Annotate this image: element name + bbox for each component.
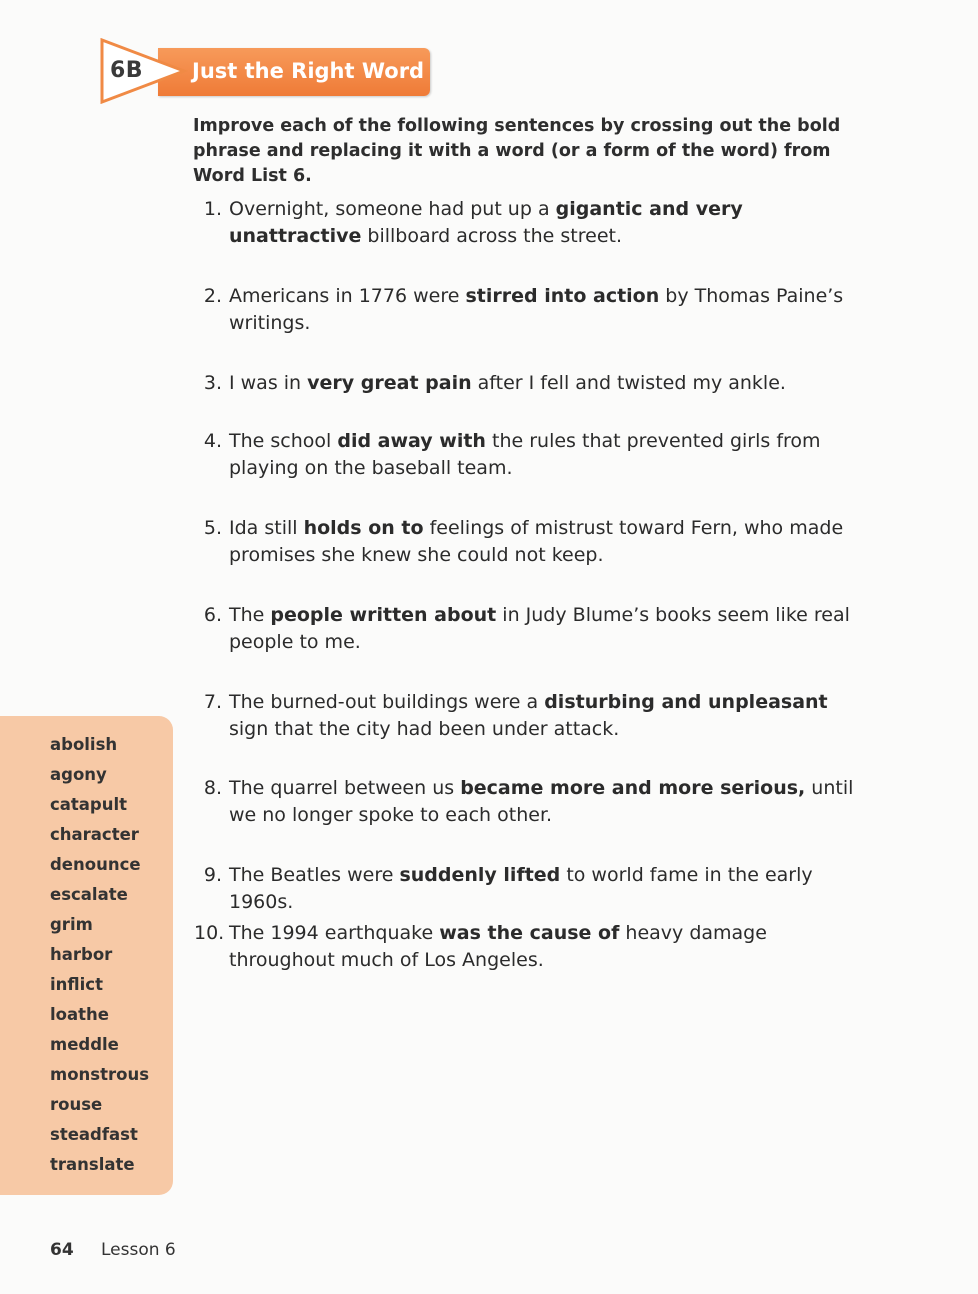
sentence-end: the rules that prevented girls from playing on the baseball team. (229, 430, 821, 479)
word-list-item: steadfast (50, 1125, 138, 1144)
sentence-start: Ida still (229, 517, 304, 539)
sentence-end: billboard across the street. (361, 225, 622, 247)
word-list-item: agony (50, 765, 107, 784)
sentence-start: The quarrel between us (229, 777, 461, 799)
bold-phrase: very great pain (307, 372, 472, 394)
sentence-start: The Beatles were (229, 864, 400, 886)
section-number: 6B (110, 58, 144, 83)
lesson-label: Lesson 6 (101, 1240, 176, 1260)
word-list-item: escalate (50, 885, 128, 904)
item-number: 1. (203, 198, 222, 220)
sentence-start: The 1994 earthquake (229, 922, 440, 944)
sentence-start: I was in (229, 372, 308, 394)
word-list-item: loathe (50, 1005, 109, 1024)
item-number: 3. (203, 372, 222, 394)
sentence-end: sign that the city had been under attack. (229, 718, 620, 740)
bold-phrase: stirred into action (465, 285, 660, 307)
bold-phrase: was the cause of (439, 922, 620, 944)
word-list-item: denounce (50, 855, 141, 874)
item-sentence (229, 196, 869, 250)
word-list-item: abolish (50, 735, 118, 754)
word-list-item: character (50, 825, 139, 844)
page-number: 64 (50, 1240, 74, 1260)
bold-phrase: gigantic and very unattractive (229, 198, 743, 247)
instructions: Improve each of the following sentences by crossing out the bold phrase and replacing it with a word (or a form of the word) from Word List 6. (193, 116, 841, 186)
item-sentence (229, 689, 869, 743)
word-list-item: harbor (50, 945, 113, 964)
section-banner (100, 38, 432, 104)
item-number: 7. (203, 691, 222, 713)
bold-phrase: disturbing and unpleasant (544, 691, 828, 713)
section-title: Just the Right Word (192, 59, 425, 83)
sentence-end: after I fell and twisted my ankle. (471, 372, 786, 394)
sentence-end: heavy damage throughout much of Los Angeles. (229, 922, 767, 971)
word-list-item: catapult (50, 795, 128, 814)
sentence-end: in Judy Blume’s books seem like real people to me. (229, 604, 850, 653)
sentence-start: Americans in 1776 were (229, 285, 466, 307)
item-number: 2. (203, 285, 222, 307)
item-sentence (229, 515, 869, 569)
sentence-start: The (229, 604, 271, 626)
item-sentence (229, 862, 869, 916)
item-sentence (229, 920, 869, 974)
item-number: 9. (203, 864, 222, 886)
item-number: 8. (203, 777, 222, 799)
word-list-item: inflict (50, 975, 103, 994)
bold-phrase: did away with (337, 430, 486, 452)
word-list-item: grim (50, 915, 93, 934)
sentence-end: feelings of mistrust toward Fern, who made promises she knew she could not keep. (229, 517, 844, 566)
sentence-end: by Thomas Paine’s writings. (229, 285, 844, 334)
word-list-box (0, 716, 173, 1195)
sentence-start: The burned-out buildings were a (229, 691, 545, 713)
bold-phrase: holds on to (303, 517, 424, 539)
sentence-start: Overnight, someone had put up a (229, 198, 556, 220)
word-list-item: monstrous (50, 1065, 150, 1084)
item-sentence (229, 283, 869, 337)
sentence-end: to world fame in the early 1960s. (229, 864, 813, 913)
word-list-item: translate (50, 1155, 135, 1174)
sentence-start: The school (229, 430, 338, 452)
item-number: 6. (203, 604, 222, 626)
bold-phrase: suddenly lifted (399, 864, 561, 886)
item-sentence (229, 602, 869, 656)
item-number: 4. (203, 430, 222, 452)
word-list-item: rouse (50, 1095, 103, 1114)
item-number: 5. (203, 517, 222, 539)
item-sentence (229, 428, 869, 482)
bold-phrase: people written about (270, 604, 497, 626)
item-number: 10. (194, 922, 225, 944)
sentence-end: until we no longer spoke to each other. (229, 777, 854, 826)
bold-phrase: became more and more serious, (460, 777, 806, 799)
item-sentence (229, 370, 869, 397)
word-list-item: meddle (50, 1035, 119, 1054)
item-sentence (229, 775, 869, 829)
